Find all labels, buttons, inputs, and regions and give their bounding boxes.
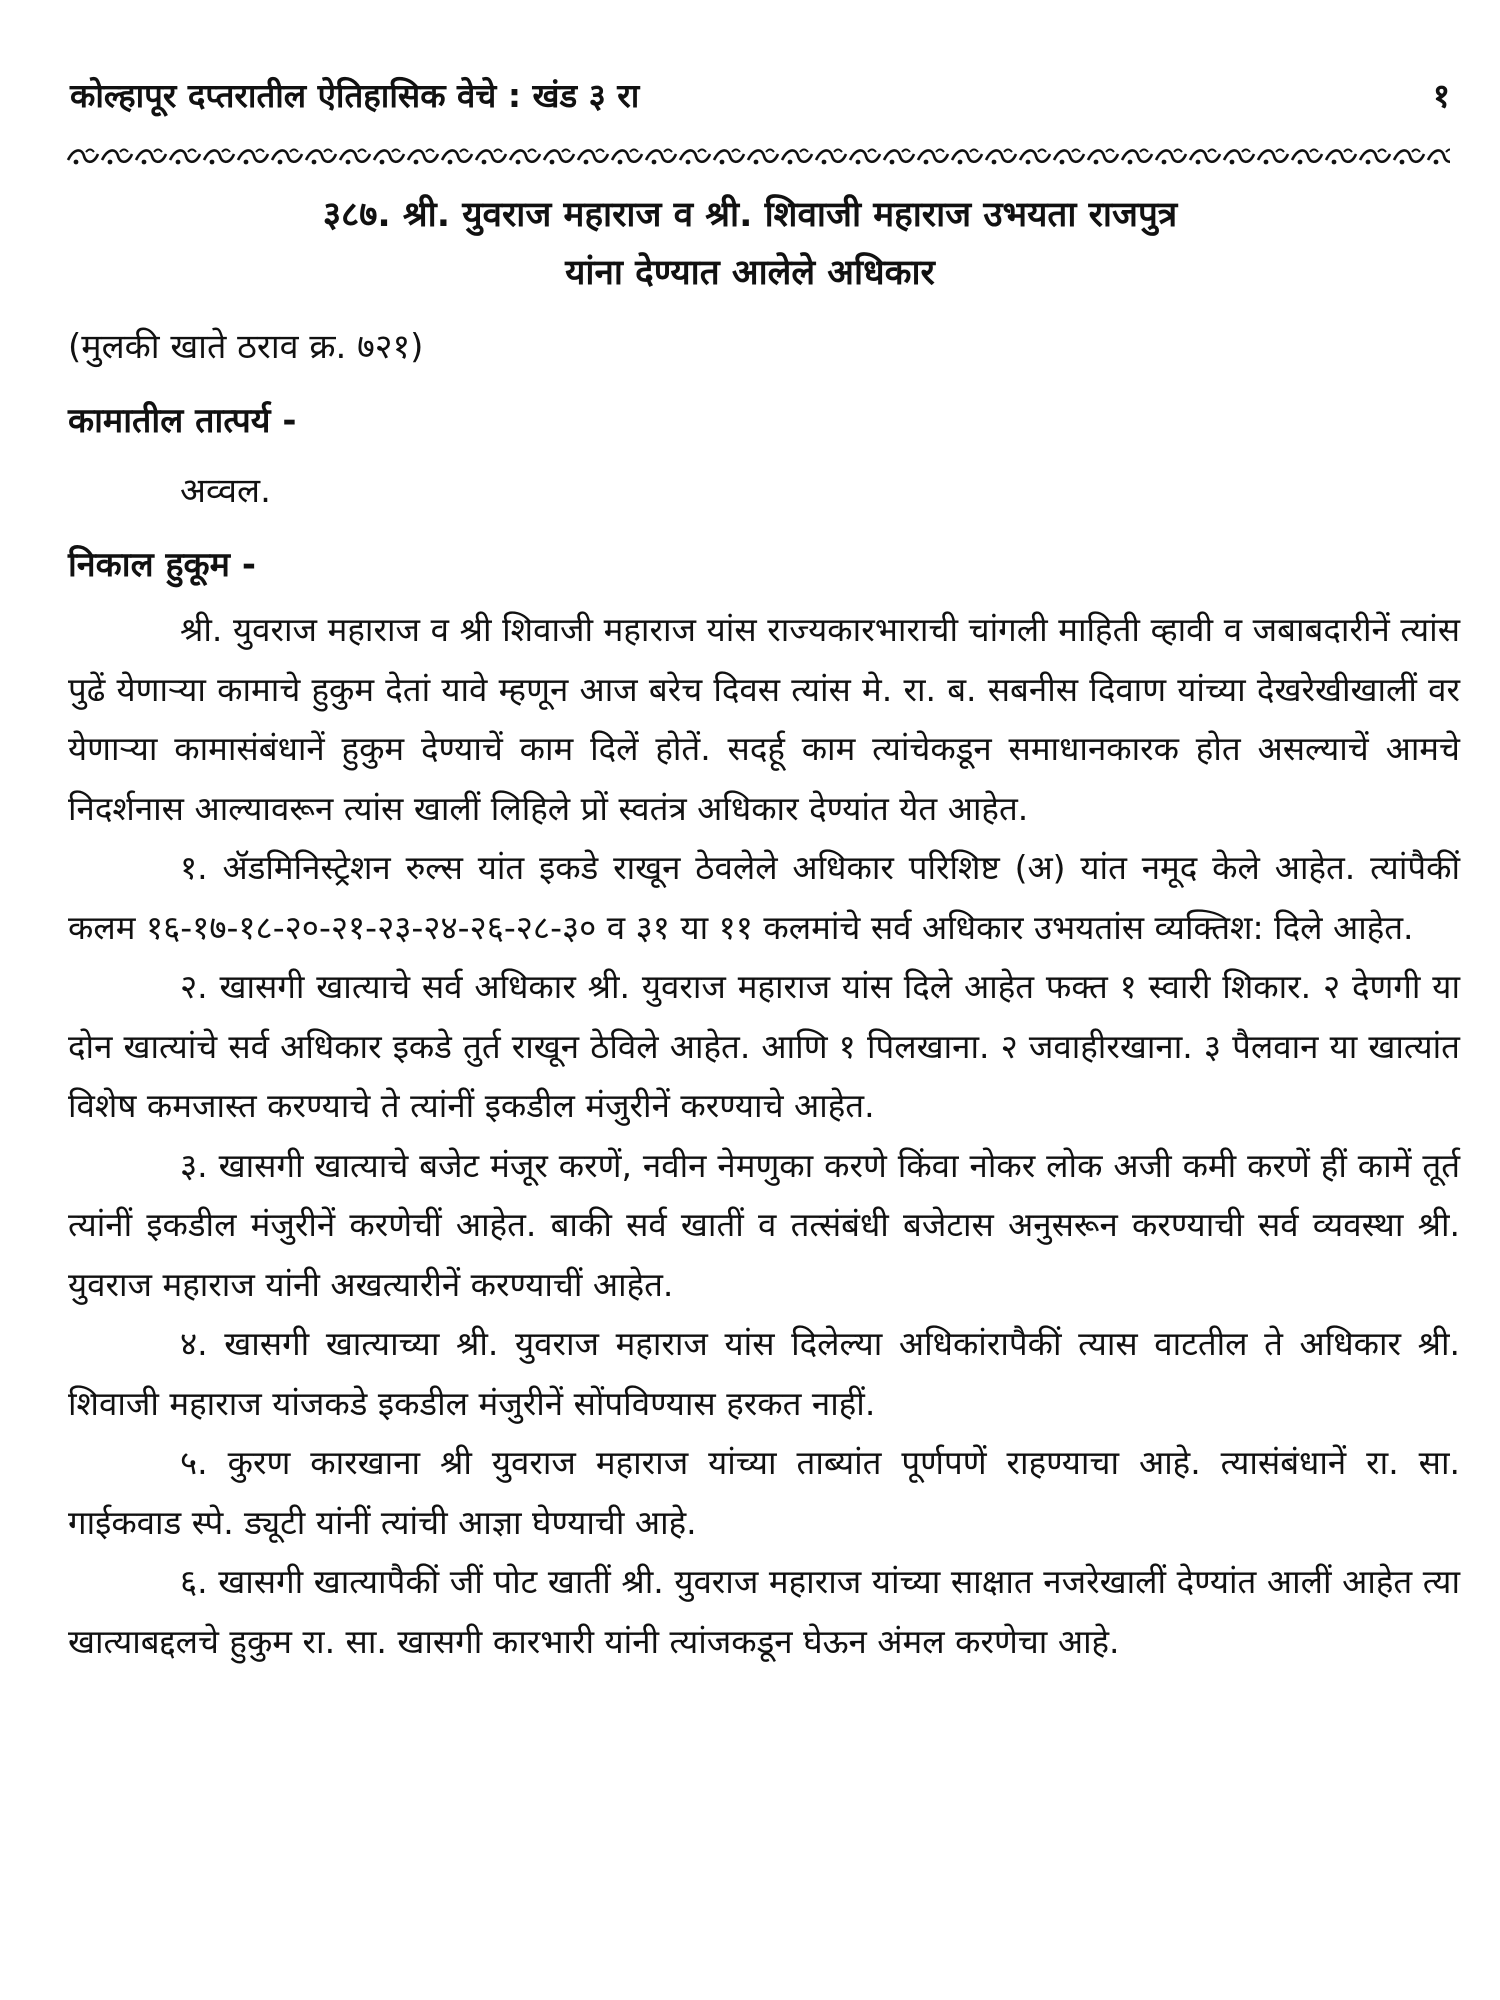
paragraph: १. ॲडमिनिस्ट्रेशन रुल्स यांत इकडे राखून ठेवलेले अधिकार परिशिष्ट (अ) यांत नमूद केले आहेत. त्यांपैकीं कलम १६-१७-१८-२०-२१-२३-२४-२६-२८-३० व ३१ या ११ कलमांचे सर्व अधिकार उभयतांस व्यक्तिश: दिले आहेत. (68, 848, 1460, 947)
paragraph: श्री. युवराज महाराज व श्री शिवाजी महाराज यांस राज्यकारभाराची चांगली माहिती व्हावी व जबाबदारीनें त्यांस पुढें येणाऱ्या कामाचे हुकुम देतां यावे म्हणून आज बरेच दिवस त्यांस मे. रा. ब. सबनीस दिवाण यांच्या देखरेखीखालीं वर येणाऱ्या कामासंबंधानें हुकुम देण्याचें काम दिलें होतें. सदर्हू काम त्यांचेकडून समाधानकारक होत असल्याचें आमचे निदर्शनास आल्यावरून त्यांस खालीं लिहिले प्रों स्वतंत्र अधिकार देण्यांत येत आहेत. (68, 610, 1460, 828)
paragraph: ३. खासगी खात्याचे बजेट मंजूर करणें, नवीन नेमणुका करणे किंवा नोकर लोक अजी कमी करणें हीं कामें तूर्त त्यांनीं इकडील मंजुरीनें करणेचीं आहेत. बाकी सर्व खातीं व तत्संबंधी बजेटास अनुसरून करण्याची सर्व व्यवस्था श्री. युवराज महाराज यांनी अखत्यारीनें करण्याचीं आहेत. (68, 1145, 1460, 1304)
paragraph: ५. कुरण कारखाना श्री युवराज महाराज यांच्या ताब्यांत पूर्णपणें राहण्याचा आहे. त्यासंबंधानें रा. सा. गाईकवाड स्पे. ड्यूटी यांनीं त्यांची आज्ञा घेण्याची आहे. (68, 1443, 1460, 1542)
order-heading: निकाल हुकूम - (68, 545, 256, 585)
paragraph: २. खासगी खात्याचे सर्व अधिकार श्री. युवराज महाराज यांस दिले आहेत फक्त १ स्वारी शिकार. २ देणगी या दोन खात्यांचे सर्व अधिकार इकडे तुर्त राखून ठेविले आहेत. आणि १ पिलखाना. २ जवाहीरखाना. ३ पैलवान या खात्यांत विशेष कमजास्त करण्याचे ते त्यांनीं इकडील मंजुरीनें करण्याचे आहेत. (68, 967, 1460, 1125)
page-number: १ (1432, 76, 1450, 115)
purpose-text: अव्वल. (180, 471, 271, 511)
purpose-heading: कामातील तात्पर्य - (68, 401, 297, 441)
resolution-reference: (मुलकी खाते ठराव क्र. ७२१) (68, 327, 424, 367)
paragraph: ६. खासगी खात्यापैकीं जीं पोट खातीं श्री. युवराज महाराज यांच्या साक्षात नजरेखालीं देण्यांत आलीं आहेत त्या खात्याबद्दलचे हुकुम रा. सा. खासगी कारभारी यांनी त्यांजकडून घेऊन अंमल करणेचा आहे. (68, 1562, 1460, 1661)
chapter-title (120, 186, 1380, 302)
paragraph: ४. खासगी खात्याच्या श्री. युवराज महाराज यांस दिलेल्या अधिकांरापैकीं त्यास वाटतील ते अधिकार श्री. शिवाजी महाराज यांजकडे इकडील मंजुरीनें सोंपविण्यास हरकत नाहीं. (68, 1324, 1460, 1423)
chapter-title-line-2: यांना देण्यात आलेले अधिकार (565, 253, 935, 293)
ornamental-divider (66, 142, 1450, 172)
book-title: कोल्हापूर दप्तरातील ऐतिहासिक वेचे : खंड ३ रा (70, 76, 640, 115)
order-body (68, 600, 1460, 1671)
running-header (70, 72, 1450, 132)
chapter-title-line-1: ३८७. श्री. युवराज महाराज व श्री. शिवाजी महाराज उभयता राजपुत्र (322, 195, 1178, 235)
